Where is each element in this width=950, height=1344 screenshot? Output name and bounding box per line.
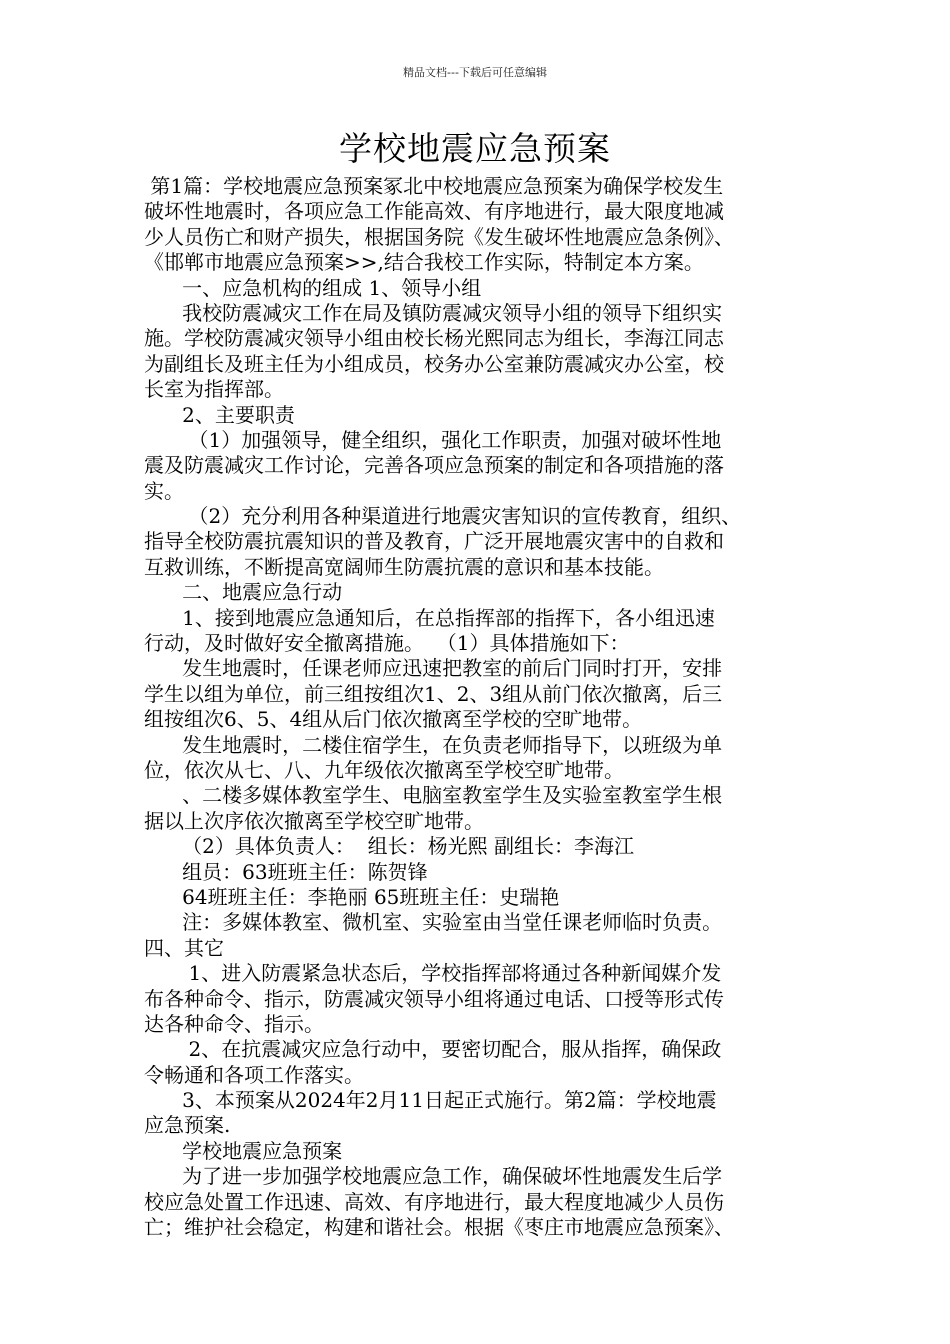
text-line: （2）具体负责人： 组长：杨光熙 副组长：李海江 <box>144 834 634 859</box>
text-line: 校应急处置工作迅速、高效、有序地进行，最大程度地减少人员伤 <box>144 1189 724 1214</box>
section-heading: 四、其它 <box>144 935 224 960</box>
text-line: 组员：63班班主任：陈贺锋 <box>144 859 428 884</box>
text-line: 亡；维护社会稳定，构建和谐社会。根据《枣庄市地震应急预案》、 <box>144 1215 734 1240</box>
section-heading: 2、主要职责 <box>144 402 295 427</box>
text-line: 位，依次从七、八、九年级依次撤离至学校空旷地带。 <box>144 757 624 782</box>
text-line: 互救训练，不断提高宽阔师生防震抗震的意识和基本技能。 <box>144 554 664 579</box>
text-line: 注：多媒体教室、微机室、实验室由当堂任课老师临时负责。 <box>144 910 723 935</box>
text-line: 行动，及时做好安全撤离措施。 （1）具体措施如下： <box>144 631 630 656</box>
text-line: （1）加强领导，健全组织，强化工作职责，加强对破坏性地 <box>144 427 722 452</box>
text-line: 第1篇：学校地震应急预案冢北中校地震应急预案为确保学校发生 <box>144 174 724 198</box>
text-line: 发生地震时，任课老师应迅速把教室的前后门同时打开，安排 <box>144 656 723 681</box>
section-heading: 学校地震应急预案 <box>144 1138 343 1163</box>
text-line: 施。学校防震减灾领导小组由校长杨光熙同志为组长，李海江同志 <box>144 326 724 351</box>
text-line: 为了进一步加强学校地震应急工作，确保破坏性地震发生后学 <box>144 1164 723 1189</box>
text-line: 为副组长及班主任为小组成员，校务办公室兼防震减灾办公室，校 <box>144 351 724 376</box>
text-line: 少人员伤亡和财产损失，根据国务院《发生破坏性地震应急条例》、 <box>144 224 734 249</box>
text-line: 达各种命令、指示。 <box>144 1011 324 1036</box>
text-line: 我校防震减灾工作在局及镇防震减灾领导小组的领导下组织实 <box>144 300 723 325</box>
page-title: 学校地震应急预案 <box>339 129 611 168</box>
text-line: 、二楼多媒体教室学生、电脑室教室学生及实验室教室学生根 <box>144 783 723 808</box>
text-line: （2）充分利用各种渠道进行地震灾害知识的宣传教育，组织、 <box>144 504 742 529</box>
text-line: 发生地震时，二楼住宿学生，在负责老师指导下，以班级为单 <box>144 732 723 757</box>
text-line: 破坏性地震时，各项应急工作能高效、有序地进行，最大限度地减 <box>144 199 724 224</box>
text-line: 学生以组为单位，前三组按组次1、2、3组从前门依次撤离，后三 <box>144 681 723 706</box>
text-line: 应急预案. <box>144 1113 231 1138</box>
document-body <box>144 174 810 1240</box>
text-line: 64班班主任：李艳丽 65班班主任：史瑞艳 <box>144 884 560 909</box>
text-line: 组按组次6、5、4组从后门依次撤离至学校的空旷地带。 <box>144 707 643 732</box>
header-note: 精品文档---下载后可任意编辑 <box>403 66 547 79</box>
text-line: 布各种命令、指示，防震减灾领导小组将通过电话、口授等形式传 <box>144 986 724 1011</box>
text-line: 据以上次序依次撤离至学校空旷地带。 <box>144 808 484 833</box>
section-heading: 二、地震应急行动 <box>144 580 343 605</box>
text-line: 2、在抗震减灾应急行动中，要密切配合，服从指挥，确保政 <box>144 1037 722 1062</box>
text-line: 实。 <box>144 478 184 503</box>
section-heading: 一、应急机构的组成 1、领导小组 <box>144 275 482 300</box>
text-line: 《邯郸市地震应急预案>>,结合我校工作实际，特制定本方案。 <box>144 250 704 275</box>
text-line: 长室为指挥部。 <box>144 377 284 402</box>
text-line: 震及防震减灾工作讨论，完善各项应急预案的制定和各项措施的落 <box>144 453 724 478</box>
text-line: 1、进入防震紧急状态后，学校指挥部将通过各种新闻媒介发 <box>144 961 722 986</box>
text-line: 指导全校防震抗震知识的普及教育，广泛开展地震灾害中的自救和 <box>144 529 724 554</box>
text-line: 1、接到地震应急通知后，在总指挥部的指挥下，各小组迅速 <box>144 605 715 630</box>
text-line: 令畅通和各项工作落实。 <box>144 1062 364 1087</box>
text-line: 3、本预案从2024年2月11日起正式施行。第2篇：学校地震 <box>144 1088 717 1113</box>
